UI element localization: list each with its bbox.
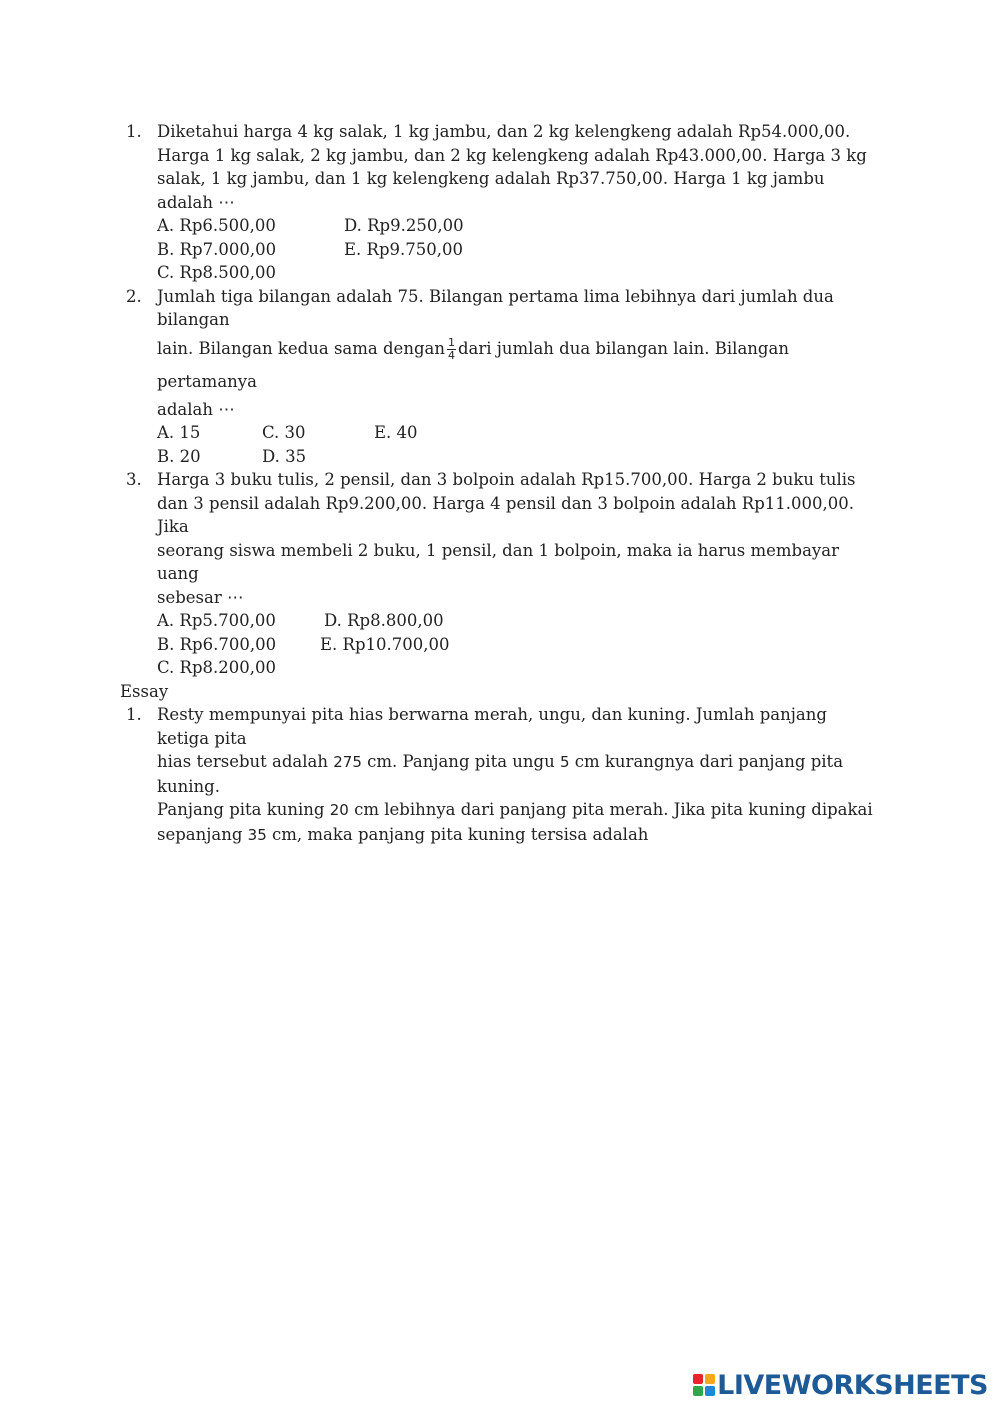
logo-square-orange <box>705 1374 715 1384</box>
option-a: A. 15 <box>157 423 201 442</box>
question-text-line: sebesar ⋯ <box>157 587 244 607</box>
question-text-segment: cm. Panjang pita ungu <box>367 752 555 771</box>
question-text-line <box>157 823 880 848</box>
option-b: B. 20 <box>157 446 201 466</box>
question-text-line: dan 3 pensil adalah Rp9.200,00. Harga 4 pensil dan 3 bolpoin adalah Rp11.000,00. Jika <box>157 493 854 536</box>
question-3 <box>120 468 880 680</box>
question-number: 3. <box>126 470 142 489</box>
answer-options <box>157 421 880 468</box>
question-text-line: Harga 1 kg salak, 2 kg jambu, dan 2 kg kelengkeng adalah Rp43.000,00. Harga 3 kg <box>157 145 867 165</box>
fraction-denominator: 4 <box>447 348 455 362</box>
question-text-line: Harga 3 buku tulis, 2 pensil, dan 3 bolpoin adalah Rp15.700,00. Harga 2 buku tulis <box>157 470 856 489</box>
fraction <box>447 337 456 362</box>
liveworksheets-logo <box>693 1370 988 1400</box>
number-20: 20 <box>329 801 349 819</box>
logo-square-blue <box>705 1386 715 1396</box>
option-c: C. 30 <box>262 423 306 442</box>
question-text-segment: cm, maka panjang pita kuning tersisa adalah <box>272 824 649 844</box>
question-text-line <box>157 750 880 798</box>
question-text-line: Jumlah tiga bilangan adalah 75. Bilangan pertama lima lebihnya dari jumlah dua bilangan <box>157 286 834 329</box>
answer-options <box>157 609 880 680</box>
option-e: E. 40 <box>374 423 418 442</box>
question-text-line: adalah ⋯ <box>157 399 235 419</box>
question-text-segment: Panjang pita kuning <box>157 800 325 819</box>
option-d: D. 35 <box>262 446 307 466</box>
question-1 <box>120 120 880 285</box>
option-c: C. Rp8.500,00 <box>157 263 276 282</box>
question-text-segment: hias tersebut adalah <box>157 752 329 771</box>
question-text-line <box>157 798 880 823</box>
fraction-numerator: 1 <box>447 335 455 349</box>
option-e: E. Rp10.700,00 <box>320 634 450 654</box>
question-text-segment: cm lebihnya dari panjang pita merah. Jika pita kuning dipakai <box>354 800 873 819</box>
question-text-line: salak, 1 kg jambu, dan 1 kg kelengkeng adalah Rp37.750,00. Harga 1 kg jambu adalah ⋯ <box>157 169 825 212</box>
essay-question-1 <box>120 703 880 847</box>
option-b: B. Rp7.000,00 <box>157 239 277 259</box>
option-b: B. Rp6.700,00 <box>157 634 277 654</box>
question-number: 1. <box>126 705 142 724</box>
logo-square-green <box>693 1386 703 1396</box>
liveworksheets-logo-icon <box>693 1374 715 1396</box>
question-number: 2. <box>126 286 142 306</box>
number-5: 5 <box>560 753 570 771</box>
option-e: E. Rp9.750,00 <box>344 239 463 259</box>
question-text-line <box>157 332 880 398</box>
question-text-segment: sepanjang <box>157 824 243 844</box>
number-275: 275 <box>333 753 362 771</box>
question-text-segment: cm kurangnya dari panjang pita kuning. <box>157 752 844 796</box>
number-35: 35 <box>247 825 267 844</box>
option-a: A. Rp5.700,00 <box>157 611 276 630</box>
option-d: D. Rp9.250,00 <box>344 216 464 235</box>
question-2 <box>120 285 880 469</box>
option-d: D. Rp8.800,00 <box>324 611 444 630</box>
logo-square-red <box>693 1374 703 1384</box>
worksheet-content <box>120 120 880 847</box>
option-c: C. Rp8.200,00 <box>157 658 276 677</box>
question-text-line: Resty mempunyai pita hias berwarna merah, ungu, dan kuning. Jumlah panjang ketiga pita <box>157 705 827 748</box>
question-number: 1. <box>126 122 142 141</box>
question-text-line: Diketahui harga 4 kg salak, 1 kg jambu, dan 2 kg kelengkeng adalah Rp54.000,00. <box>157 122 851 141</box>
question-text-line: seorang siswa membeli 2 buku, 1 pensil, dan 1 bolpoin, maka ia harus membayar uang <box>157 540 839 583</box>
logo-text: LIVEWORKSHEETS <box>717 1369 988 1401</box>
essay-heading: Essay <box>120 681 169 701</box>
question-text-segment: lain. Bilangan kedua sama dengan <box>157 338 445 358</box>
question-text-segment: dari jumlah dua bilangan lain. Bilangan pertamanya <box>157 338 789 391</box>
answer-options <box>157 214 880 285</box>
option-a: A. Rp6.500,00 <box>157 216 276 235</box>
